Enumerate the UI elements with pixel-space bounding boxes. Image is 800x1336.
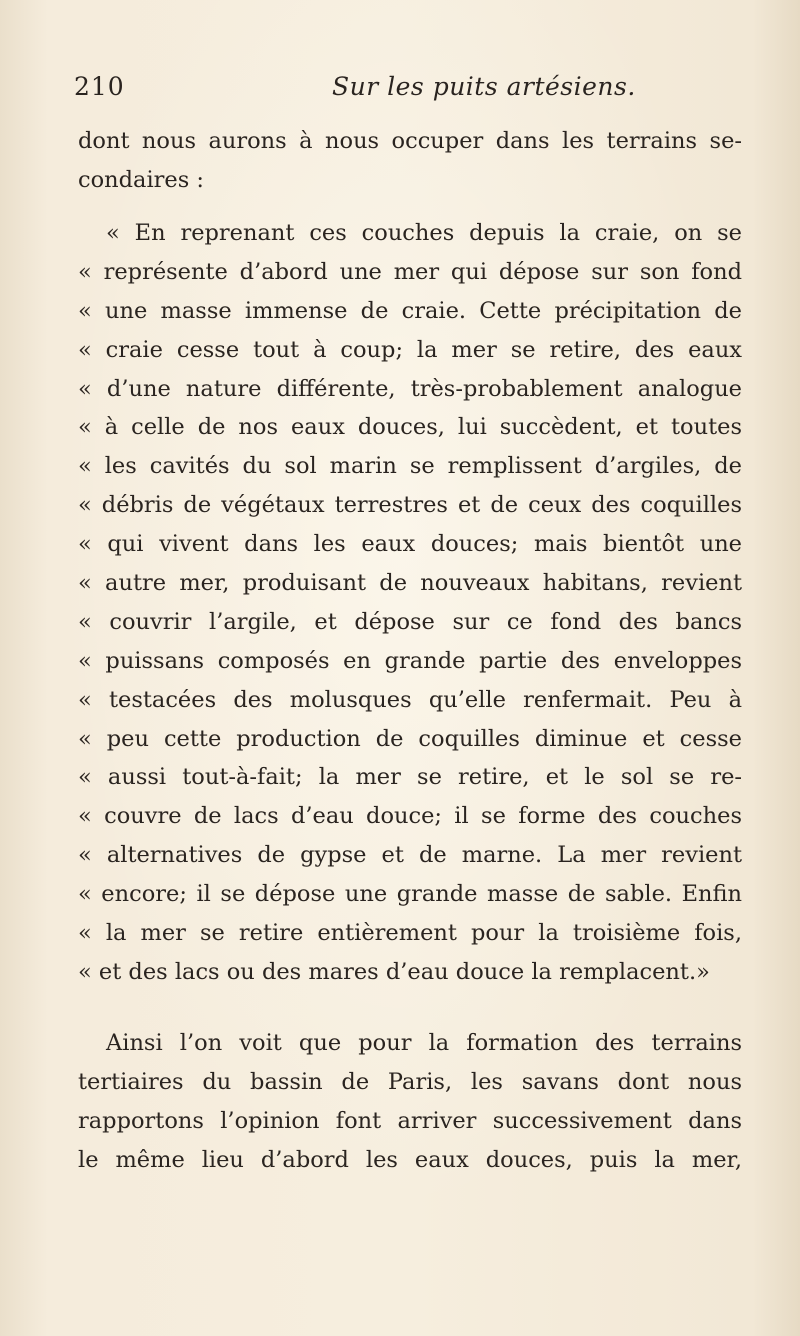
text-line: « En reprenant ces couches depuis la craie, on se [106, 220, 742, 246]
text-line: « d’une nature différente, très-probablement analogue [78, 375, 742, 402]
text-line: « représente d’abord une mer qui dépose sur son fond [78, 258, 742, 285]
closing-paragraph [78, 1024, 742, 1180]
text-line: « encore; il se dépose une grande masse de sable. Enfin [78, 881, 742, 908]
text-line: « la mer se retire entièrement pour la troisième fois, [78, 920, 742, 947]
text-line: « autre mer, produisant de nouveaux habitans, revient [78, 570, 742, 597]
text-line: « couvrir l’argile, et dépose sur ce fond des bancs [78, 608, 742, 635]
text-line: « craie cesse tout à coup; la mer se retire, des eaux [78, 336, 742, 363]
intro-paragraph [78, 122, 742, 200]
running-title: Sur les puits artésiens. [332, 72, 636, 101]
text-line: condaires : [78, 166, 205, 193]
text-line: « une masse immense de craie. Cette précipitation de [78, 297, 742, 324]
text-line: rapportons l’opinion font arriver successivement dans [78, 1107, 742, 1134]
text-line: « à celle de nos eaux douces, lui succèdent, et toutes [78, 414, 742, 441]
text-line: Ainsi l’on voit que pour la formation des terrains [106, 1030, 742, 1056]
text-line: « et des lacs ou des mares d’eau douce la remplacent.» [78, 958, 710, 985]
text-line: « qui vivent dans les eaux douces; mais bientôt une [78, 531, 742, 558]
text-line: dont nous aurons à nous occuper dans les terrains se- [78, 128, 742, 154]
page-number: 210 [74, 72, 125, 101]
text-line: « aussi tout-à-fait; la mer se retire, et le sol se re- [78, 764, 742, 791]
text-line: « couvre de lacs d’eau douce; il se forme des couches [78, 803, 742, 830]
quoted-paragraph [78, 214, 742, 992]
page-header [74, 72, 754, 108]
text-line: « les cavités du sol marin se remplissent d’argiles, de [78, 453, 742, 480]
text-line: « débris de végétaux terrestres et de ceux des coquilles [78, 492, 742, 519]
text-line: « testacées des molusques qu’elle renfermait. Peu à [78, 686, 742, 713]
text-line: le même lieu d’abord les eaux douces, puis la mer, [78, 1146, 742, 1173]
text-line: « peu cette production de coquilles diminue et cesse [78, 725, 742, 752]
text-line: « puissans composés en grande partie des enveloppes [78, 647, 742, 674]
text-line: tertiaires du bassin de Paris, les savans dont nous [78, 1068, 742, 1095]
text-line: « alternatives de gypse et de marne. La mer revient [78, 842, 742, 869]
